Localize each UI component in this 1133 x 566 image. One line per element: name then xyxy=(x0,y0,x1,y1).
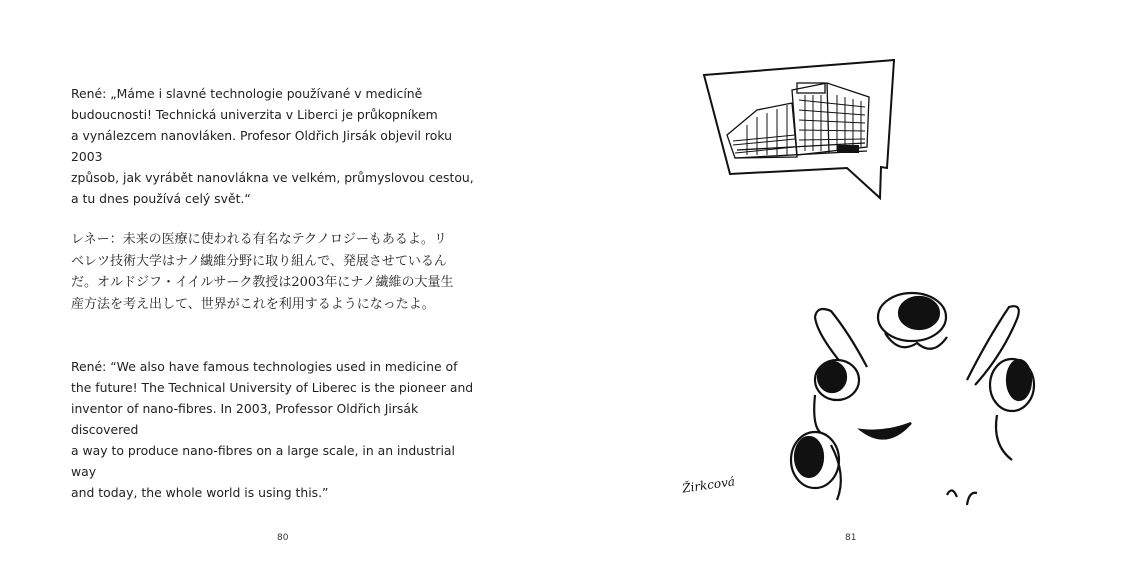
right-page xyxy=(567,0,1133,566)
artist-signature: Žirkcová xyxy=(681,474,736,496)
japanese-paragraph: レネー：未来の医療に使われる有名なテクノロジーもあるよ。リ ベレツ技術大学はナノ繊維分野に取り組んで、発展させているん だ。オルドジフ・イイルサーク教授は2003年にナノ繊維の大量生 産方法を考え出して、世界がこれを利用するようになったよ。 xyxy=(71,232,454,312)
left-page xyxy=(0,0,566,566)
english-paragraph: René: “We also have famous technologies used in medicine of the future! The Technical University of Liberec is the pioneer and inventor of nano-fibres. In 2003, Professor Oldřich Jirsák discovered a way to produce nano-fibres on a large scale, in an industrial way and today, the whole world is using this.” xyxy=(71,359,474,500)
page-number-left: 80 xyxy=(277,533,289,543)
speech-bubble-building-illustration xyxy=(697,55,902,205)
page-number-right: 81 xyxy=(845,533,857,543)
czech-paragraph: René: „Máme i slavné technologie používané v medicíně budoucnosti! Technická univerzita v Liberci je průkopníkem a vynálezcem nanovláken. Profesor Oldřich Jirsák objevil roku 2003 způsob, jak vyrábět nanovlákna ve velkém, průmyslovou cestou, a tu dnes používá celý svět.“ xyxy=(71,86,474,206)
cartoon-creature-illustration xyxy=(787,285,1037,515)
